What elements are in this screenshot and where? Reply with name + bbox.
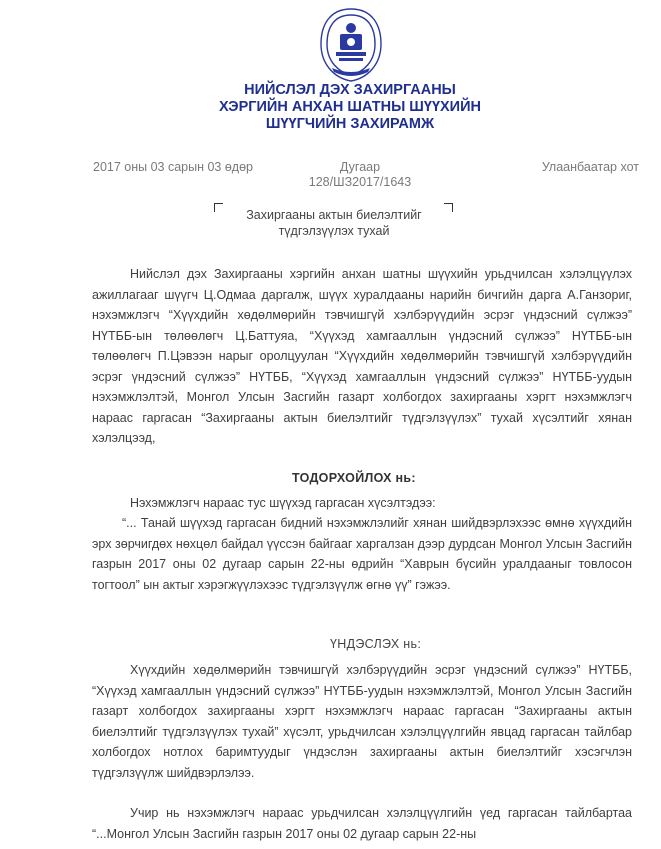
document-number: 128/ШЗ2017/1643 [308,175,412,189]
subject-line-2: түдгэлзүүлэх тухай [278,224,390,238]
document-subject [214,207,454,239]
court-title-line-2: ХЭРГИЙН АНХАН ШАТНЫ ШҮҮХИЙН [218,99,481,115]
intro-paragraph: Нийслэл дэх Захиргааны хэргийн анхан шатны шүүхийн урьдчилсан хэлэлцүүлэх ажиллагааг шүүгч Ц.Одмаа даргалж, шүүх хуралдааны нарийн бичгийн дарга А.Ганзориг, нэхэмжлэгч “Хүүхдийн хөдөлмөрийн тэвчишгүй хэлбэрүүдийн эсрэг үндэсний сүлжээ” НҮТББ-ын төлөөлөгч Ц.Баттуяа, “Хүүхэд хамгааллын үндэсний сүлжээ” НҮТББ-ын төлөөлөгч П.Цэвээн нарыг оролцуулан “Хүүхдийн хөдөлмөрийн тэвчишгүй хэлбэрүүдийн эсрэг үндэсний сүлжээ” НҮТББ, “Хүүхэд хамгааллын үндэсний сүлжээ” НҮТББ-уудын нэхэмжлэлтэй, Монгол Улсын Засгийн газарт холбогдох захиргааны хэргт нэхэмжлэгч нараас гаргасан “Захиргааны актын биелэлтийг түдгэлзүүлэх” тухай хүсэлтийг хянан хэлэлцээд, [92,267,632,445]
court-title-line-1: НИЙСЛЭЛ ДЭХ ЗАХИРГААНЫ [244,82,456,98]
subject-line-1: Захиргааны актын биелэлтийг [246,208,422,222]
document-number-block [305,160,415,190]
reason-paragraph: Учир нь нэхэмжлэгч нараас урьдчилсан хэлэлцүүлгийн үед гаргасан тайлбартаа “...Монгол Улсын Засгийн газрын 2017 оны 02 дугаар сарын 22-ны [92,806,632,841]
document-date: 2017 оны 03 сарын 03 өдөр [93,160,254,174]
court-title [200,82,500,133]
section-heading-grounds: ҮНДЭСЛЭХ нь: [330,637,422,651]
document-place: Улаанбаатар хот [541,160,639,174]
document-number-label: Дугаар [339,160,381,174]
state-emblem-icon [318,6,384,84]
section-heading-determine: ТОДОРХОЙЛОХ нь: [292,471,416,485]
request-quote-paragraph: “... Танай шүүхэд гаргасан бидний нэхэмжлэлийг хянан шийдвэрлэхээс өмнө хүүхдийн эрх зөрчигдөх нөхцөл байдал үүссэн байгааг харгалзан дээр дурдсан Монгол Улсын Засгийн газрын 2017 оны 02 дугаар сарын 22-ны өдрийн “Хаврын бүсийн уралдааныг товлосон тогтоол” ын актыг хэрэгжүүлэхээс түдгэлзүүлж өгнө үү” гэжээ. [92,516,632,592]
grounds-paragraph: Хүүхдийн хөдөлмөрийн тэвчишгүй хэлбэрүүдийн эсрэг үндэсний сүлжээ” НҮТББ, “Хүүхэд хамгааллын үндэсний сүлжээ” НҮТББ-уудын нэхэмжлэлтэй, Монгол Улсын Засгийн газарт холбогдох захиргааны хэргт нэхэмжлэгч нараас гаргасан “Захиргааны актын биелэлтийг түдгэлзүүлэх тухай” хүсэлт, урьдчилсан хэлэлцүүлгийн явцад гаргасан тайлбар холбогдох нотлох баримтуудыг үндэслэн захиргааны актын биелэлтийг хэсэгчлэн түдгэлзүүлж шийдвэрлэлээ. [92,663,632,780]
request-intro-paragraph: Нэхэмжлэгч нараас тус шүүхэд гаргасан хүсэлтэдээ: [130,496,436,510]
court-title-line-3: ШҮҮГЧИЙН ЗАХИРАМЖ [265,116,435,132]
